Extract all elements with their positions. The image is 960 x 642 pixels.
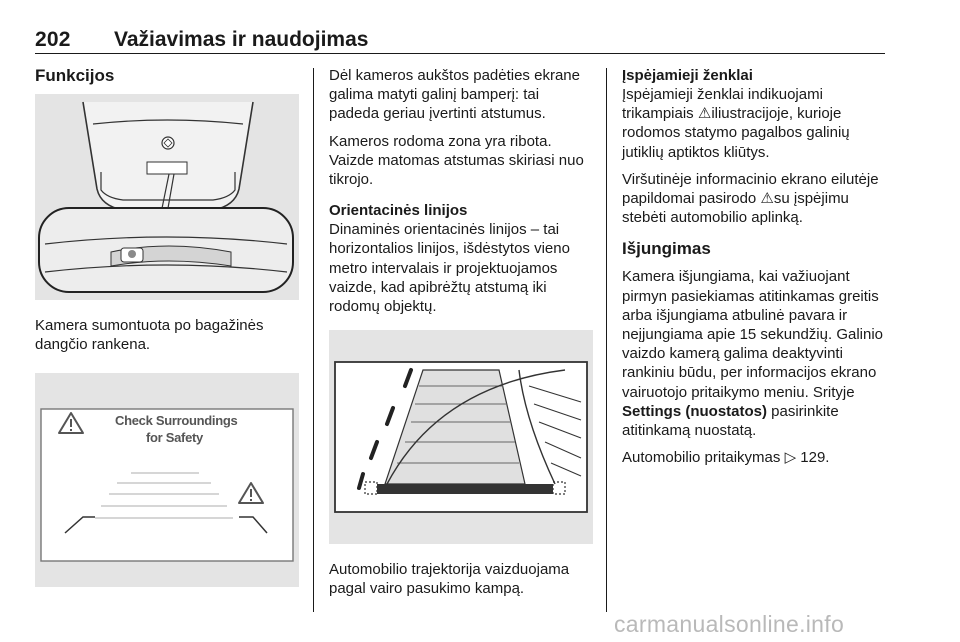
paragraph-deactivation: Kamera išjungiama, kai važiuojant pirmyn pasiekiamas atitinkamas greitis arba išjungiama atbulinė pavara ir neįjungiama apie 15 sekundžių. Galinio vaizdo kamerą galima deaktyvinti rankiniu būdu, per informacijos ekrano vairuotojo pritaikymo meniu. Srityje Settings (nuostatos) pasirinkite atitinkamą nuostatą. (622, 268, 884, 440)
settings-label: Settings (nuostatos) (622, 402, 767, 420)
page-header (35, 28, 885, 54)
rear-camera-illustration (35, 94, 299, 300)
car-rear-drawing (35, 94, 299, 300)
column-1 (35, 66, 299, 587)
page-ref-link[interactable]: 129. (800, 449, 830, 467)
subhead-guide-lines: Orientacinės linijos (329, 202, 468, 220)
caption-trajectory: Automobilio trajektorija vaizduojama pagal vairo pasukimo kampą. (329, 561, 570, 598)
guide-lines-illustration (329, 330, 593, 544)
chapter-title: Važiavimas ir naudojimas (114, 28, 369, 51)
paragraph-guide-lines: Dinaminės orientacinės linijos – tai horizontalios linijos, išdėstytos vieno metro intervalais ir projektuojamos vaizde, kad apibrėžtų atstumą iki rodomų objektų. (329, 221, 570, 316)
page-number: 202 (35, 28, 71, 51)
column-divider-2 (606, 68, 607, 612)
section-title-deactivation: Išjungimas (622, 239, 711, 259)
paragraph-warning-triangles: Įspėjamieji ženklai indikuojami trikampiais ⚠iliustracijoje, kurioje rodomos statymo pagalbos galinių jutiklių aptiktos kliūtys. (622, 86, 850, 161)
watermark: carmanualsonline.info (614, 611, 845, 637)
screen-text-for-safety: for Safety (146, 430, 203, 446)
guide-lines-drawing (329, 330, 593, 544)
paragraph-limited-area: Kameros rodoma zona yra ribota. Vaizde matomas atstumas skiriasi nuo tikrojo. (329, 132, 584, 189)
caption-camera-location: Kamera sumontuota po bagažinės dangčio rankena. (35, 317, 264, 354)
warning-triangle-icon: ⚠ (697, 105, 712, 123)
warning-triangle-icon: ⚠ (760, 190, 774, 208)
paragraph-top-line-warning: Viršutinėje informacinio ekrano eilutėje papildomai pasirodo ⚠su įspėjimu stebėti automobilio aplinką. (622, 170, 879, 227)
camera-screen-illustration (35, 373, 299, 587)
screen-text-check-surroundings: Check Surroundings (115, 413, 238, 429)
section-title-functions: Funkcijos (35, 66, 115, 85)
paragraph-bumper-view: Dėl kameros aukštos padėties ekrane galima matyti galinį bamperį: tai padeda geriau įvertinti atstumus. (329, 67, 580, 123)
column-2 (329, 66, 593, 599)
column-divider-1 (313, 68, 314, 612)
paragraph-cross-reference: Automobilio pritaikymas ▷ 129. (622, 449, 830, 467)
subhead-warning-signs: Įspėjamieji ženklai (622, 67, 753, 84)
page-ref-arrow-icon: ▷ (784, 449, 797, 467)
camera-screen-drawing (35, 373, 299, 587)
column-3 (622, 66, 888, 467)
